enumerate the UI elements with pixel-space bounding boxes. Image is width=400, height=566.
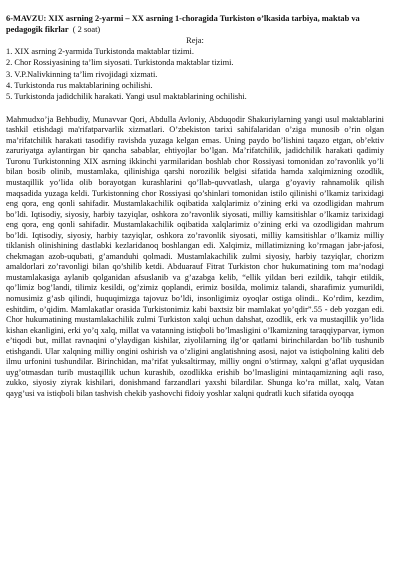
hours-note: ( 2 soat) <box>72 24 101 34</box>
body-paragraph: Mahmudxo’ja Behbudiy, Munavvar Qori, Abdulla Avloniy, Abduqodir Shakuriylarning yangi usul maktablarini tashkil etishdagi ma'rifatparvarlik xizmatlari. O’zbekiston tarixi sahifalaridan o’ziga munosib o’rin olgan ma’rifatchilik harakati tasodifiy ravishda yuzaga kelgan emas. Uning paydo bo’lishini taqazo etgan, ob’ektiv zaruriyatga aylantirgan bir qancha sabablar, ehtiyojlar bo’lgan. Ma’rifatchilik, jadidchilik harakati qadimiy Turonu Turkistonning XIX asrning ikkinchi yarmilaridan boshlab chor Rossiyasi tomonidan zo’ravonlik yo’li bilan bosib olinib, mustamlaka, qilinishiga qarshi norozilik belgisi sifatida hamda xalqimizning ozodlik, mustaqillik yo’lida olib borayotgan kurashlarini qo’llab-quvvatlash, ularga g’oyaviy rahnamolik qilish maqsadida yuzaga keldi. Turkistonning chor Rossiyasi qo’shinlari tomonidan istilo qilinishi o’lkamiz tarixidagi eng qora, eng qonli sahifadir. Mustamlakachilik oqibatida xalqlarimiz o’zining erki va ozodligidan mahrum bo’ldi. Iqtisodiy, siyosiy, harbiy tazyiqlar, oshkora zo’ravonlik siyosati, milliy kamsitishlar o’lkamiz tarixidagi eng qora, eng qonli sahifadir. Mustamlakachilik oqibatida xalqlarimiz o’zining erki va ozodligidan mahrum bo’ldi. Iqtisodiy, siyosiy, harbiy tazyiqlar, oshkora zo’ravonlik siyosati, milliy kamsitishlar o’lkamiz milliy tiklanish olinishining dastlabki kezlaridanoq boshlangan edi. Xalqimiz, millatimizning ko’rmagan jabr-jafosi, chekmagan azob-uqubati, g’amanduhi qolmadi. Mustamlakachilik zulmi siyosiy, harbiy tazyiqlar, chorizm amaldorlari zo’ravonligi bilan qo’shilib ketdi. Abduarauf Fitrat Turkiston chor hukumatining tom ma’nodagi mustamlakasiga aylanib qolganidan afsuslanib va g’azabga kelib, “ellik yildan beri ezildik, tahqir etildik, qo’limiz bog’landi, tilimiz kesildi, og’zimiz qoplandi, erimiz bosilda, molimiz talandi, sharafimiz yumurildi, nomusimiz g’asb qilindi, huquqimizga tajovuz bo’ldi, insonligimiz oyoqlar ostiga olindi.. Ko’rdim, kezdim, eshitdim, o’qidim. Mamlakatlar orasida Turkistonimiz kabi baxtsiz bir mamlakat yo’qdir”.55 - deb yozgan edi. Chor hukumatining mustamlakachilik zulmi Turkiston xalqi uchun dahshat, ozodlik, erk va mustaqillik yo’lida kishan ekanligini, erki yo’q xalq, millat va vatanning istiqboli bo’lmasligini o’lkamizning taraqqiyparvar, iymon e’tiqodi but, millat ravnaqini o’ylaydigan kishilar, ziyolilarning ilg’or qatlami birinchilardan bo’lib tushunib etishgandi. Ular xalqning milliy ongini oshirish va o’zligini anglatishning asosi, najot va istiqbolning kaliti deb ilmu urfonini tushundilar. Birinchidan, ma’rifat yuksaltirmay, milliy ongni o’stirmay, xalqni g’aflat uyqusidan uyg’otmasdan turib mustaqillik uchun kurashib, ozodlikka erishib bo’lmasligini mintaqamizning aqli raso, zukko, siyosiy ziyrak kishilari, donishmand farzandlari yaxshi bilardilar. Shunga ko’ra millat, xalq, Vatan qayg’usi va istiqboli bilan tashvish chekib yashovchi fidoiy yoshlar xalqni qudratli kuch sifatida oyoqqa <box>6 114 384 398</box>
lesson-title <box>6 14 384 35</box>
document-content <box>6 14 384 399</box>
plan-label: Reja: <box>186 36 204 46</box>
plan-item-4: 4. Turkistonda rus maktablarining ochilishi. <box>6 81 153 91</box>
section-spacer <box>6 103 384 115</box>
plan-item-2: 2. Chor Rossiyasining ta’lim siyosati. Turkistonda maktablar tizimi. <box>6 58 234 68</box>
title-text: 6-MAVZU: XIX asrning 2-yarmi – XX asrning 1-choragida Turkiston o’lkasida tarbiya, maktab va pedagogik fikrlar <box>6 14 360 34</box>
plan-item-1: 1. XIX asrning 2-yarmida Turkistonda maktablar tizimi. <box>6 47 194 57</box>
plan-list <box>6 46 384 102</box>
plan-item-3: 3. V.P.Nalivkinning ta’lim rivojidagi xizmati. <box>6 69 158 79</box>
plan-item-5: 5. Turkistonda jadidchilik harakati. Yangi usul maktablarining ochilishi. <box>6 92 247 102</box>
